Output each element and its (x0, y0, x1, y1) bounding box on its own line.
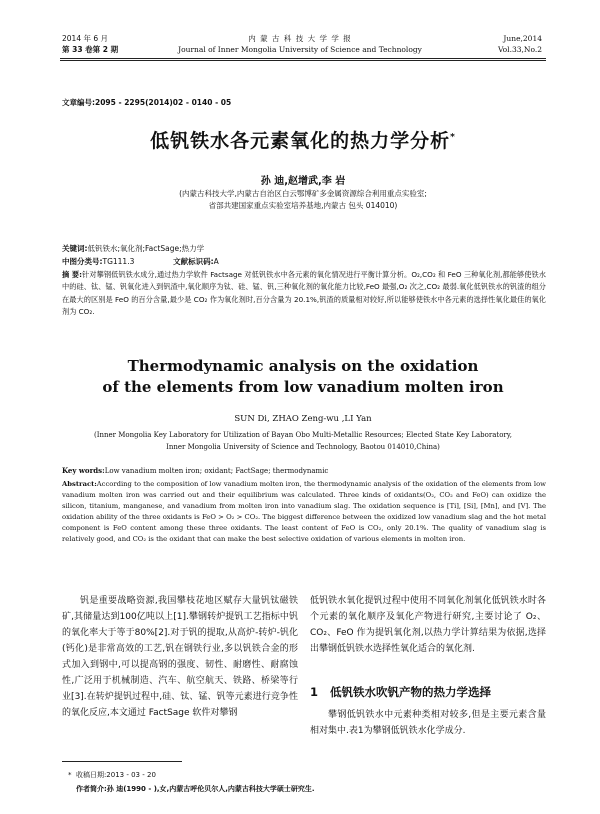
abstract-cn-label: 摘 要: (62, 270, 82, 279)
footnote-author: 作者简介:孙 迪(1990 - ),女,内蒙古呼伦贝尔人,内蒙古科技大学硕士研究生. (76, 785, 315, 793)
footnote-received-text: 收稿日期:2013 - 03 - 20 (75, 771, 156, 779)
authors-cn: 孙 迪,赵增武,李 岩 (260, 176, 346, 187)
abstract-cn-text: 针对攀钢低钒铁水成分,通过热力学软件 Factsage 对低钒铁水中各元素的氧化情况进行平衡计算分析。O₂,CO₂ 和 FeO 三种氧化剂,都能够使铁水中的硅、钛、锰、钒氧化进入到钒渣中,氧化顺序为钛、硅、锰、钒,三种氧化剂的氧化能力比较,FeO 最强,O₂ 次之,CO₂ 最弱.氧化低钒铁水的钒渣的组分在最大的区别是 FeO 的百分含量,最少是 CO₂ 作为氧化剂时,百分含量为 20.1%,钒渣的质量相对较好,所以能够使铁水中各元素的选择性氧化最佳的氧化剂为 CO₂. (62, 270, 546, 316)
title-footnote-mark: * (450, 132, 456, 143)
affiliation-cn-2: 省部共建国家重点实验室培养基地,内蒙古 包头 014010) (208, 201, 398, 210)
abstract-en-text: According to the composition of low vanadium molten iron, the thermodynamic analysis of the oxidation of the elements from low vanadium molten iron was carried out and their equilibrium was calculated. Three kinds of oxidants(O₂, CO₂ and FeO) can oxidize the silicon, titanium, manganese, and vanadium from molten iron into vanadium slag. The oxidation sequence is [Ti], [Si], [Mn], and [V]. The oxidation ability of the three oxidants is FeO > O₂ > CO₂. The biggest difference between the oxidized low vanadium slag and the hot metal component is FeO content among these three oxidants. The least content of FeO is CO₂, only 20.1%. The quality of vanadium slag is relatively good, and CO₂ is the oxidant that can make the best selective oxidation of various elements in molten iron. (62, 480, 546, 543)
article-number: 文章编号:2095 - 2295(2014)02 - 0140 - 05 (62, 98, 232, 107)
header-volume: 第 33 卷第 2 期 (62, 45, 119, 54)
keywords-en-text: Low vanadium molten iron; oxidant; FactSage; thermodynamic (104, 467, 329, 475)
affiliation-cn-1: (内蒙古科技大学,内蒙古自治区白云鄂博矿多金属资源综合利用重点实验室; (179, 189, 427, 198)
doc-code-label: 文献标识码: (173, 257, 214, 266)
clc-label: 中图分类号: (62, 257, 103, 266)
keywords-cn-label: 关键词: (62, 244, 88, 253)
body-right-paragraph-2: 攀钢低钒铁水中元素种类相对较多,但是主要元素含量相对集中.表1为攀钢低钒铁水化学成分. (310, 710, 546, 736)
footnote-rule (62, 761, 182, 762)
section-heading (310, 684, 546, 700)
header-date-en: June,2014 (503, 34, 542, 43)
keywords-en-label: Key words: (62, 466, 105, 475)
affiliation-en-2: Inner Mongolia University of Science and Technology, Baotou 014010,China) (166, 443, 440, 451)
header-rule-thin (60, 60, 546, 61)
keywords-cn (62, 243, 204, 254)
footnote-received (68, 770, 156, 780)
body-right-paragraph-1: 低钒铁水氧化提钒过程中使用不同氧化剂氧化低钒铁水时各个元素的氧化顺序及氧化产物进行研究,主要讨论了 O₂、CO₂、FeO 作为提钒氧化剂,以热力学计算结果为依据,选择出攀钢低钒铁水选择性氧化适合的氧化剂. (310, 596, 546, 654)
doc-code-value: A (213, 257, 219, 266)
keywords-cn-text: 低钒铁水;氧化剂;FactSage;热力学 (87, 244, 205, 253)
abstract-cn (62, 269, 546, 318)
body-left-paragraph: 钒是重要战略资源,我国攀枝花地区赋存大量钒钛磁铁矿,其储量达到100亿吨以上[1].攀钢转炉提钒工艺指标中钒的氧化率大于等于80%[2].对于钒的提取,从高炉-转炉-钒化(钙化)是非常高效的工艺,钒在钢铁行业,多以钒铁合金的形式加入到钢中,可以提高钢的强度、韧性、耐磨性、耐腐蚀性,广泛用于机械制造、汽车、航空航天、铁路、桥梁等行业[3].在转炉提钒过程中,硅、钛、锰、钒等元素进行竞争性的氧化反应,本文通过 FactSage 软件对攀钢 (62, 596, 298, 718)
title-en-line2: of the elements from low vanadium molten iron (102, 378, 504, 396)
header-journal-cn: 内 蒙 古 科 技 大 学 学 报 (248, 34, 352, 43)
title-cn (60, 126, 546, 153)
affiliation-en-1: (Inner Mongolia Key Laboratory for Utilization of Bayan Obo Multi-Metallic Resources; Elected State Key Laboratory, (93, 431, 513, 439)
clc-value: TG111.3 (102, 257, 135, 266)
footnote-mark: * (68, 771, 76, 779)
clc-line (62, 256, 219, 267)
abstract-en (62, 479, 546, 545)
header-volume-en: Vol.33,No.2 (497, 45, 542, 54)
title-cn-text: 低钒铁水各元素氧化的热力学分析 (150, 130, 451, 152)
section-title: 低钒铁水吹钒产物的热力学选择 (330, 685, 492, 699)
header-date: 2014 年 6 月 (62, 34, 109, 43)
authors-en: SUN Di, ZHAO Zeng-wu ,LI Yan (234, 414, 372, 424)
section-number: 1 (310, 685, 319, 699)
header-rule (60, 58, 546, 59)
keywords-en (62, 466, 328, 475)
header-journal-en: Journal of Inner Mongolia University of Science and Technology (178, 45, 422, 54)
abstract-en-label: Abstract: (62, 480, 97, 488)
title-en-line1: Thermodynamic analysis on the oxidation (127, 357, 479, 375)
